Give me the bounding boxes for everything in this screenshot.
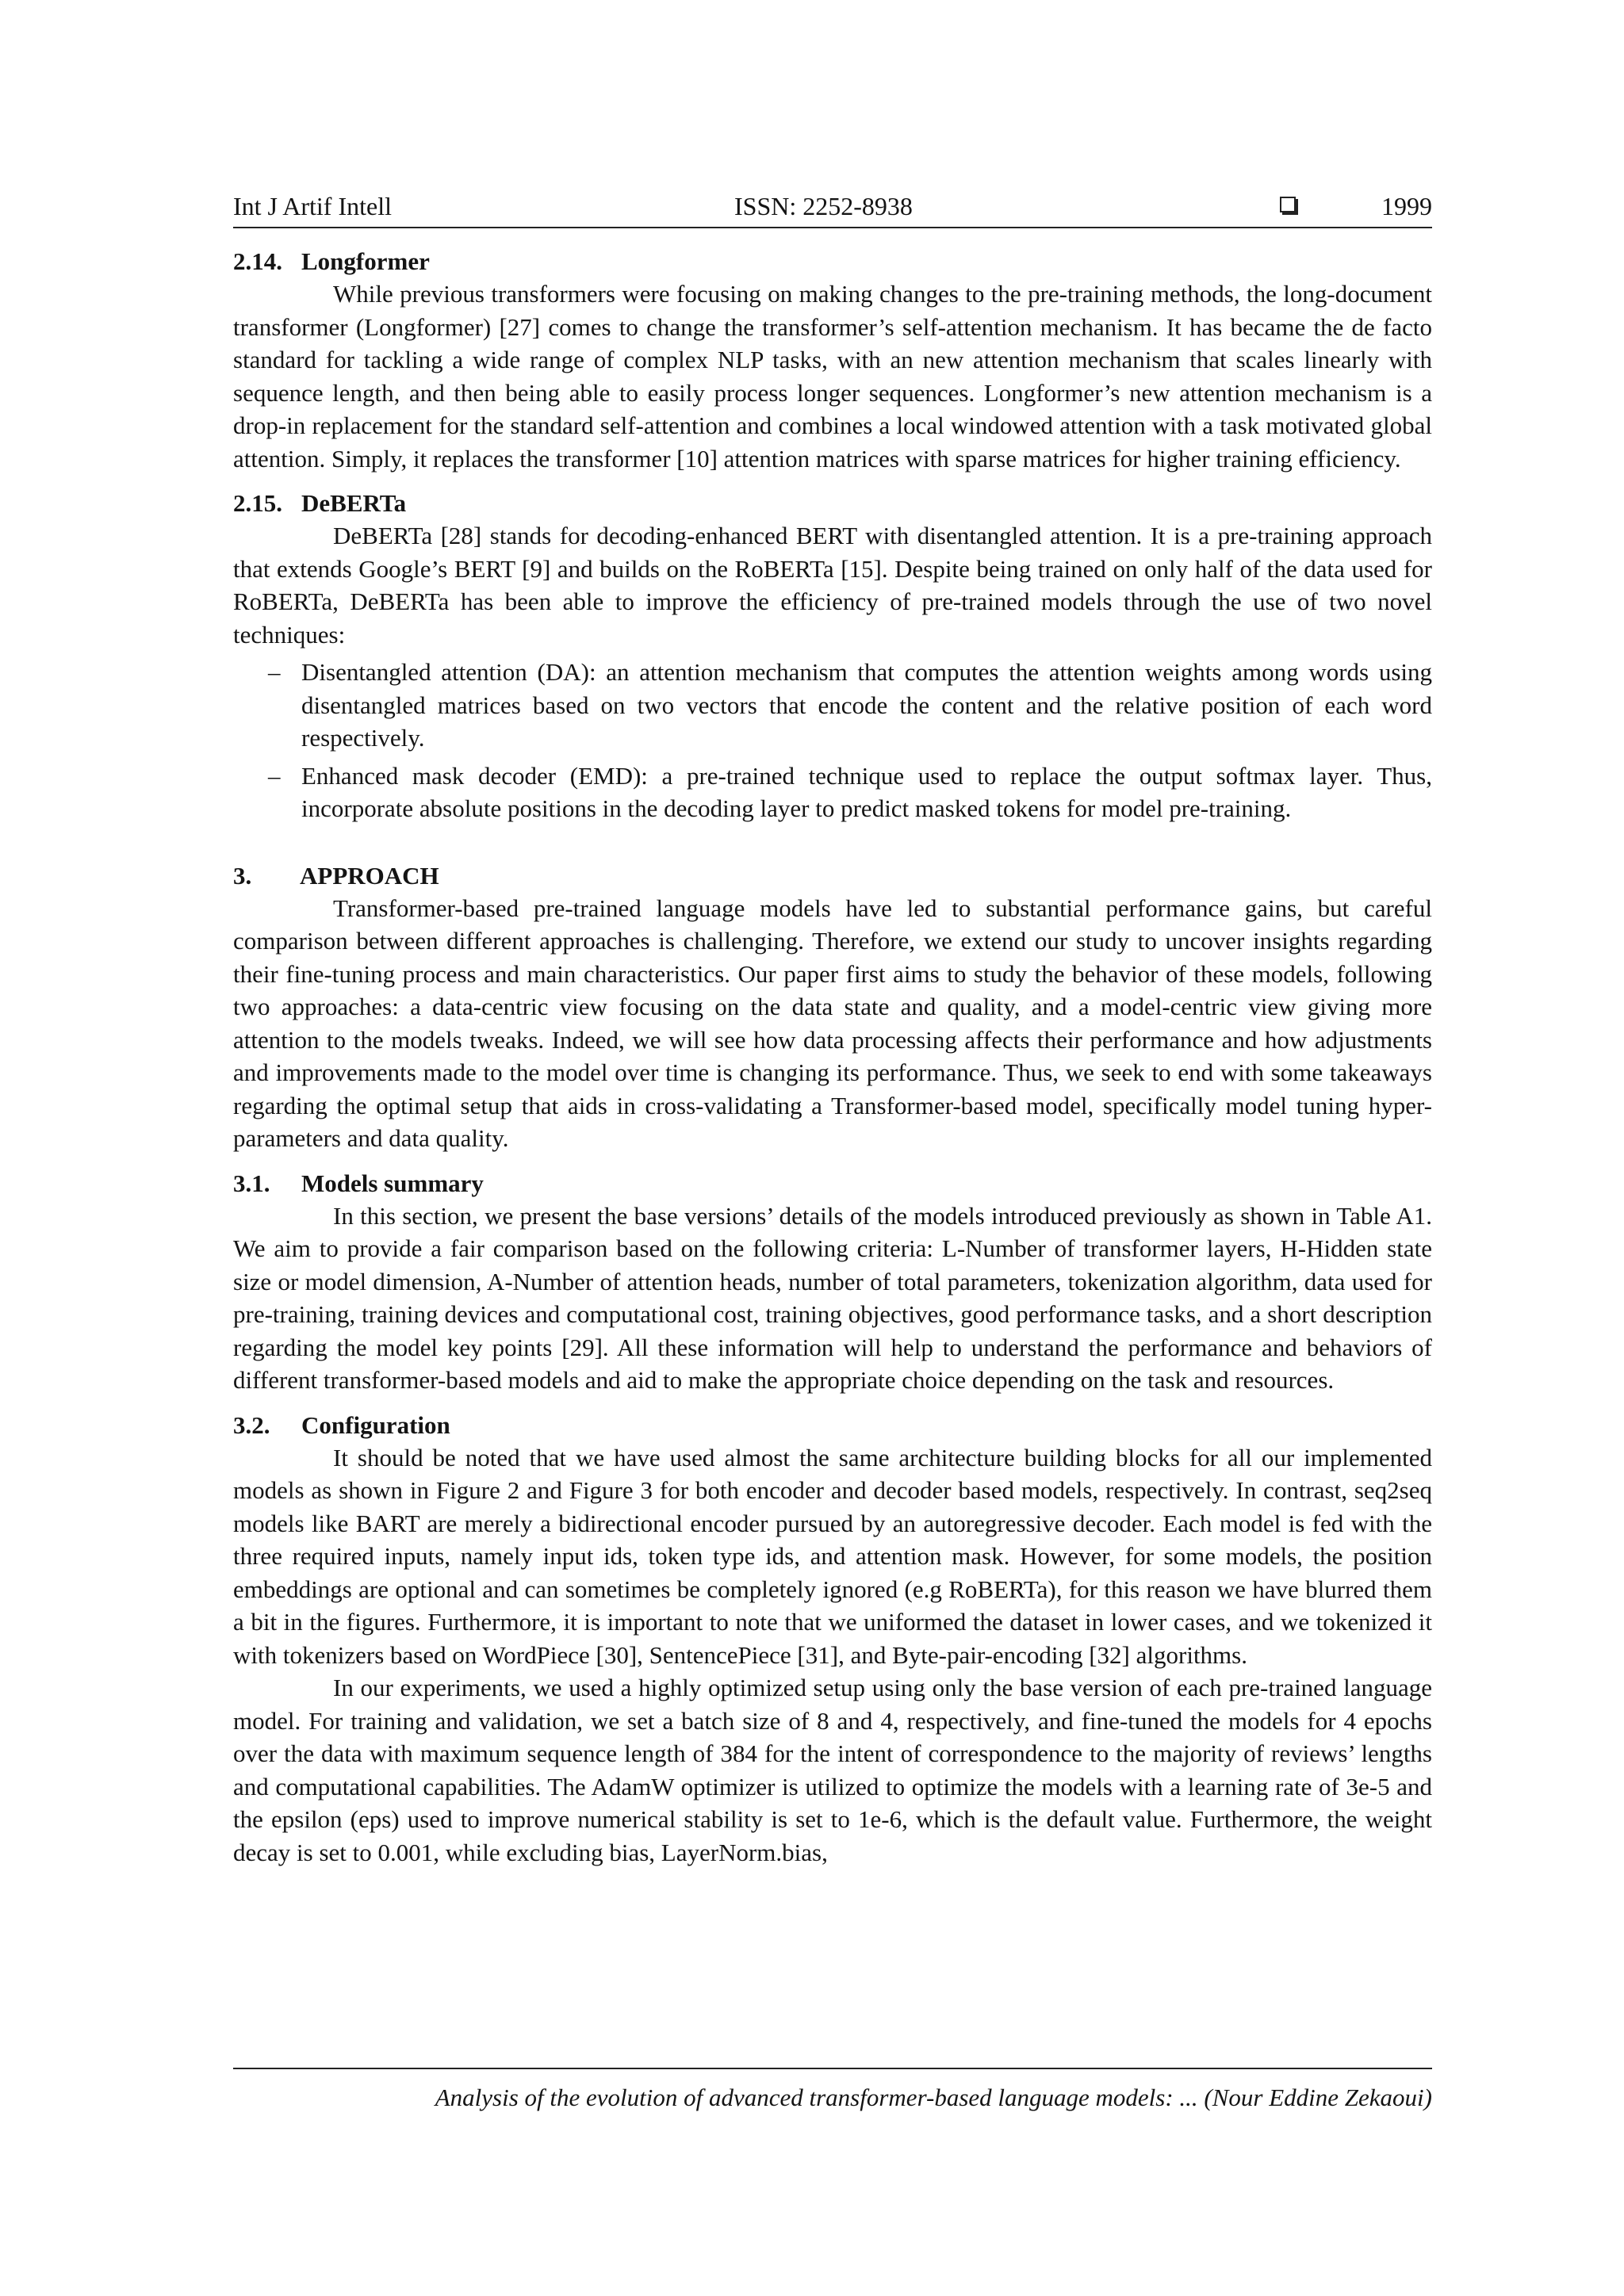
section-number: 2.14.: [233, 247, 282, 275]
paragraph: It should be noted that we have used almost the same architecture building blocks for all our implemented models as shown in Figure 2 and Figure 3 for both encoder and decoder based models, respectively. In contrast, seq2seq models like BART are merely a bidirectional encoder pursued by an autoregressive decoder. Each model is fed with the three required inputs, namely input ids, token type ids, and attention mask. However, for some models, the position embeddings are optional and can sometimes be completely ignored (e.g RoBERTa), for this reason we have blurred them a bit in the figures. Furthermore, it is important to note that we uniformed the dataset in lower cases, and we tokenized it with tokenizers based on WordPiece [30], SentencePiece [31], and Byte-pair-encoding [32] algorithms.: [233, 1443, 1432, 1669]
section-title: DeBERTa: [301, 489, 407, 517]
section-title: APPROACH: [300, 861, 439, 890]
section-title: Longformer: [301, 247, 430, 275]
section-deberta: [233, 488, 1432, 825]
page-number: 1999: [1381, 192, 1432, 220]
section-heading: [233, 860, 1432, 892]
paragraph: DeBERTa [28] stands for decoding-enhanced BERT with disentangled attention. It is a pre-training approach that extends Google’s BERT [9] and builds on the RoBERTa [15]. Despite being trained on only half of the data used for RoBERTa, DeBERTa has been able to improve the efficiency of pre-trained models through the use of two novel techniques:: [233, 522, 1432, 649]
section-heading: [233, 1168, 1432, 1200]
section-number: 3.: [233, 861, 252, 890]
paragraph: Transformer-based pre-trained language models have led to substantial performance gains, but careful comparison between different approaches is challenging. Therefore, we extend our study to uncover insights regarding their fine-tuning process and main characteristics. Our paper first aims to study the behavior of these models, following two approaches: a data-centric view focusing on the data state and quality, and a model-centric view giving more attention to the models tweaks. Indeed, we will see how data processing affects their performance and how adjustments and improvements made to the model over time is changing its performance. Thus, we seek to end with some takeaways regarding the optimal setup that aids in cross-validating a Transformer-based model, specifically model tuning hyper-parameters and data quality.: [233, 894, 1432, 1152]
running-footer: Analysis of the evolution of advanced transformer-based language models: ... (Nour Eddine Zekaoui): [435, 2084, 1432, 2111]
dash-bullet: –: [268, 761, 281, 790]
dash-bullet: –: [268, 658, 281, 686]
section-title: Models summary: [301, 1169, 484, 1197]
paragraph: While previous transformers were focusing on making changes to the pre-training methods, the long-document transformer (Longformer) [27] comes to change the transformer’s self-attention mechanism. It has became the de facto standard for tackling a wide range of complex NLP tasks, with an new attention mechanism that scales linearly with sequence length, and then being able to easily process longer sequences. Longformer’s new attention mechanism is a drop-in replacement for the standard self-attention and combines a local windowed attention with a task motivated global attention. Simply, it replaces the transformer [10] attention matrices with sparse matrices for higher training efficiency.: [233, 280, 1432, 473]
section-heading: [233, 1410, 1432, 1441]
paper-page: [233, 190, 1432, 1869]
section-number: 3.1.: [233, 1169, 270, 1197]
list-item-text: Enhanced mask decoder (EMD): a pre-trained technique used to replace the output softmax layer. Thus, incorporate absolute positions in the decoding layer to predict masked tokens for model pre-training.: [301, 761, 1432, 822]
list-item-text: Disentangled attention (DA): an attention mechanism that computes the attention weights among words using disentangled matrices based on two vectors that encode the content and the relative position of each word respectively.: [301, 658, 1432, 752]
section-longformer: [233, 246, 1432, 475]
list-item: [233, 656, 1432, 755]
journal-name: Int J Artif Intell: [233, 192, 392, 220]
issn: ISSN: 2252-8938: [734, 192, 913, 220]
running-header: [233, 190, 1432, 228]
paragraph: In this section, we present the base versions’ details of the models introduced previously as shown in Table A1. We aim to provide a fair comparison based on the following criteria: L-Number of transformer layers, H-Hidden state size or model dimension, A-Number of attention heads, number of total parameters, tokenization algorithm, data used for pre-training, training devices and computational cost, training objectives, good performance tasks, and a short description regarding the model key points [29]. All these information will help to understand the performance and behaviors of different transformer-based models and aid to make the appropriate choice depending on the task and resources.: [233, 1201, 1432, 1394]
paragraph: In our experiments, we used a highly optimized setup using only the base version of each pre-trained language model. For training and validation, we set a batch size of 8 and 4, respectively, and fine-tuned the models for 4 epochs over the data with maximum sequence length of 384 for the intent of correspondence to the majority of reviews’ lengths and computational capabilities. The AdamW optimizer is utilized to optimize the models with a learning rate of 3e-5 and the epsilon (eps) used to improve numerical stability is set to 1e-6, which is the default value. Furthermore, the weight decay is set to 0.001, while excluding bias, LayerNorm.bias,: [233, 1674, 1432, 1866]
list-item: [233, 760, 1432, 825]
section-heading: [233, 488, 1432, 519]
section-number: 3.2.: [233, 1410, 270, 1439]
section-title: Configuration: [301, 1410, 450, 1439]
footer-rule: [233, 2068, 1432, 2069]
section-configuration: [233, 1410, 1432, 1869]
section-models-summary: [233, 1168, 1432, 1397]
bullet-list: [233, 656, 1432, 825]
square-icon: [1280, 195, 1299, 214]
section-number: 2.15.: [233, 489, 282, 517]
section-approach: [233, 860, 1432, 1155]
section-heading: [233, 246, 1432, 277]
